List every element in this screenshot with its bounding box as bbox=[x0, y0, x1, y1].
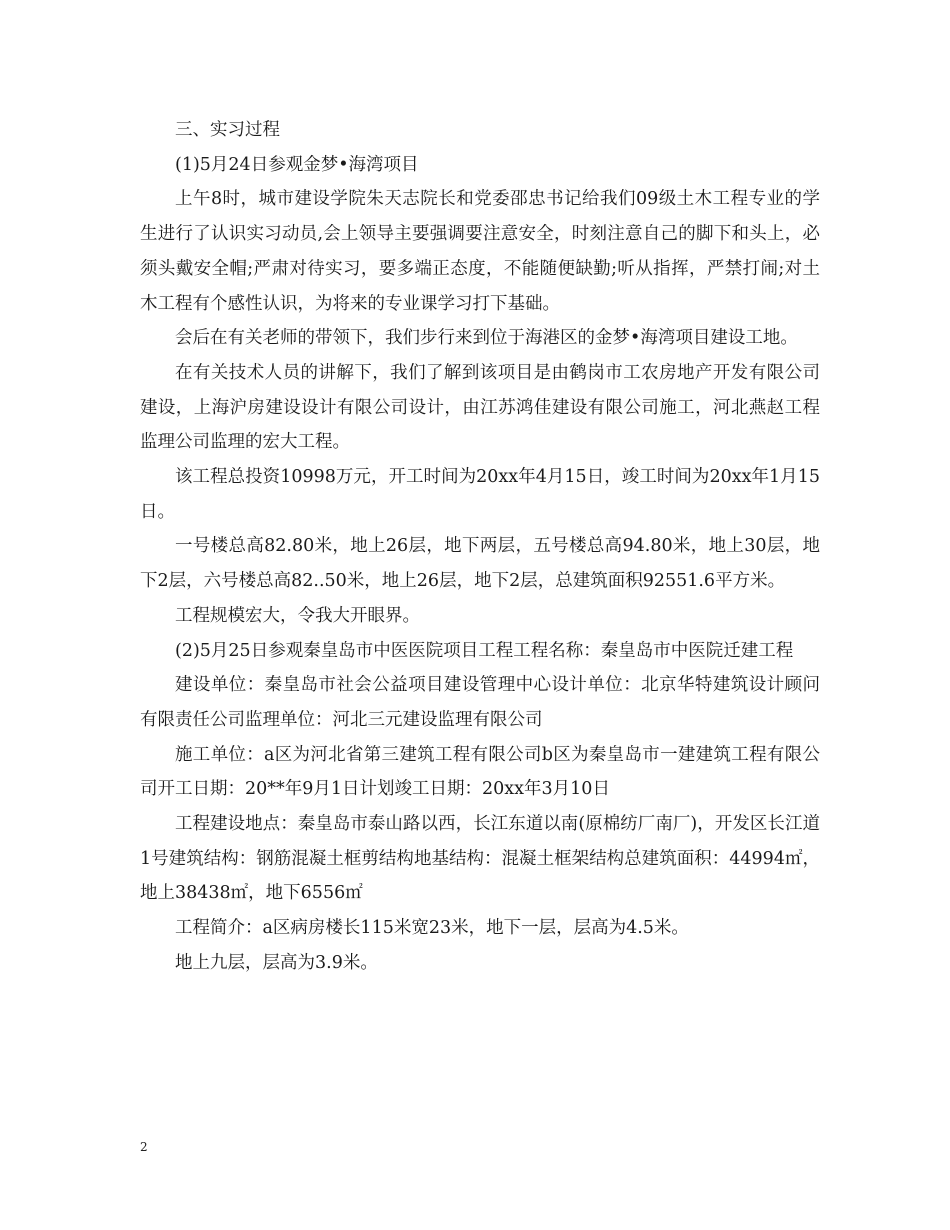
subsection-heading: (1)5月24日参观金梦•海湾项目 bbox=[175, 154, 419, 175]
body-paragraph: 一号楼总高82.80米，地上26层，地下两层，五号楼总高94.80米，地上30层，地下2层，六号楼总高82..50米，地上26层，地下2层，总建筑面积92551.6平方米。 bbox=[140, 536, 820, 592]
body-paragraph: 地上九层，层高为3.9米。 bbox=[175, 952, 378, 973]
body-paragraph: 工程规模宏大，令我大开眼界。 bbox=[175, 605, 420, 626]
body-paragraph: 该工程总投资10998万元，开工时间为20xx年4月15日，竣工时间为20xx年1月15日。 bbox=[140, 467, 820, 522]
document-body bbox=[140, 113, 820, 981]
body-paragraph: 工程建设地点：秦皇岛市泰山路以西，长江东道以南(原棉纺厂南厂)，开发区长江道1号建筑结构：钢筋混凝土框剪结构地基结构：混凝土框架结构总建筑面积：44994㎡，地上38438㎡，地下6556㎡ bbox=[140, 814, 820, 904]
body-paragraph: 上午8时，城市建设学院朱天志院长和党委邵忠书记给我们09级土木工程专业的学生进行了认识实习动员,会上领导主要强调要注意安全，时刻注意自己的脚下和头上，必须头戴安全帽;严肃对待实习，要多端正态度，不能随便缺勤;听从指挥，严禁打闹;对土木工程有个感性认识，为将来的专业课学习打下基础。 bbox=[140, 189, 820, 314]
section-heading: 三、实习过程 bbox=[175, 120, 280, 140]
subsection-heading: (2)5月25日参观秦皇岛市中医医院项目工程工程名称：秦皇岛市中医院迁建工程 bbox=[175, 640, 794, 661]
body-paragraph: 建设单位：秦皇岛市社会公益项目建设管理中心设计单位：北京华特建筑设计顾问有限责任公司监理单位：河北三元建设监理有限公司 bbox=[140, 675, 820, 730]
page-number: 2 bbox=[140, 1140, 148, 1154]
body-paragraph: 工程简介：a区病房楼长115米宽23米，地下一层，层高为4.5米。 bbox=[175, 918, 689, 939]
body-paragraph: 施工单位：a区为河北省第三建筑工程有限公司b区为秦皇岛市一建建筑工程有限公司开工日期：20**年9月1日计划竣工日期：20xx年3月10日 bbox=[140, 744, 820, 800]
body-paragraph: 在有关技术人员的讲解下，我们了解到该项目是由鹤岗市工农房地产开发有限公司建设，上海沪房建设设计有限公司设计，由江苏鸿佳建设有限公司施工，河北燕赵工程监理公司监理的宏大工程。 bbox=[140, 362, 820, 453]
body-paragraph: 会后在有关老师的带领下，我们步行来到位于海港区的金梦•海湾项目建设工地。 bbox=[175, 328, 798, 349]
